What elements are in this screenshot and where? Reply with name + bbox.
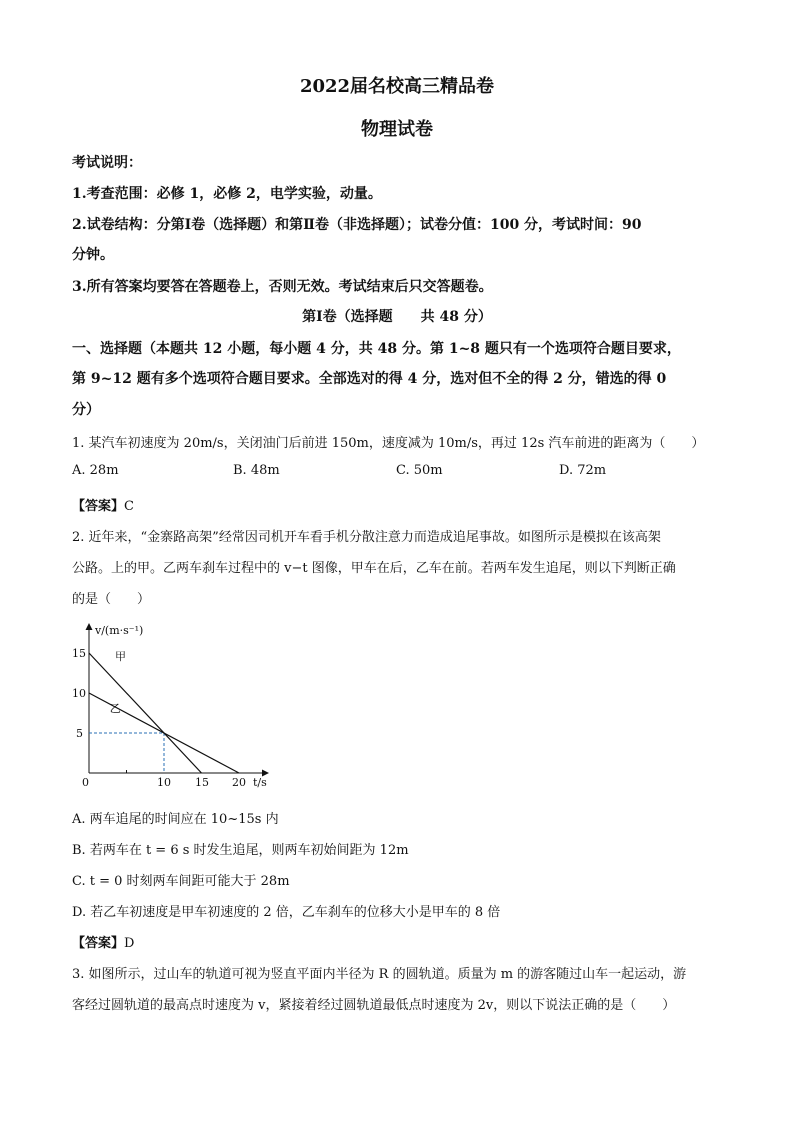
x-tick-label: 0 <box>82 776 89 789</box>
section-desc-line-2: 第 9~12 题有多个选项符合题目要求。全部选对的得 4 分，选对但不全的得 2 分，错选的得 0 <box>72 371 667 387</box>
q3-stem-line-2: 客经过圆轨道的最高点时速度为 v，紧接着经过圆轨道最低点时速度为 2v，则以下说法正确的是（ ） <box>72 998 676 1013</box>
section-desc-line-1: 一、选择题（本题共 12 小题，每小题 4 分，共 48 分。第 1~8 题只有一个选项符合题目要求， <box>72 341 681 357</box>
section-title: 第Ⅰ卷（选择题 共 48 分） <box>302 309 492 325</box>
q1-option-a: A. 28m <box>72 463 119 478</box>
q1-option-d: D. 72m <box>559 463 607 478</box>
series-label: 乙 <box>109 702 121 716</box>
q2-option-a: A. 两车追尾的时间应在 10~15s 内 <box>72 812 279 827</box>
y-tick-label: 10 <box>72 687 86 700</box>
instruction-item-2-line-2: 分钟。 <box>72 247 114 263</box>
y-tick-label: 5 <box>76 727 83 740</box>
answer-value: D <box>124 936 135 951</box>
q2-answer <box>72 932 134 951</box>
instruction-item-2-line-1: 2.试卷结构：分第Ⅰ卷（选择题）和第Ⅱ卷（非选择题）；试卷分值：100 分，考试时间：90 <box>72 217 642 233</box>
q2-option-d: D. 若乙车初速度是甲车初速度的 2 倍，乙车刹车的位移大小是甲车的 8 倍 <box>72 905 501 920</box>
instructions-heading: 考试说明： <box>72 155 142 171</box>
q2-option-b: B. 若两车在 t = 6 s 时发生追尾，则两车初始间距为 12m <box>72 843 409 858</box>
x-axis-label: t/s <box>253 776 267 789</box>
q2-stem-line-1: 2. 近年来，“金寨路高架”经常因司机开车看手机分散注意力而造成追尾事故。如图所示是模拟在该高架 <box>72 530 661 545</box>
x-tick-label: 15 <box>195 776 209 789</box>
q1-option-c: C. 50m <box>396 463 443 478</box>
series-line-jia <box>89 653 202 773</box>
series-label: 甲 <box>115 650 126 664</box>
answer-value: C <box>124 499 134 514</box>
q2-stem-line-3: 的是（ ） <box>72 592 151 607</box>
y-tick-label: 15 <box>72 647 86 660</box>
q1-answer <box>72 495 134 514</box>
q1-option-b: B. 48m <box>233 463 280 478</box>
answer-tag: 【答案】 <box>72 499 125 514</box>
exam-subtitle: 物理试卷 <box>361 119 433 140</box>
exam-title: 2022届名校高三精品卷 <box>299 76 495 97</box>
answer-tag: 【答案】 <box>72 936 125 951</box>
x-tick-label: 10 <box>157 776 171 789</box>
instruction-item-3: 3.所有答案均要答在答题卷上，否则无效。考试结束后只交答题卷。 <box>72 279 493 295</box>
x-tick-label: 20 <box>232 776 246 789</box>
q2-stem-line-2: 公路。上的甲。乙两车刹车过程中的 v−t 图像，甲车在后，乙车在前。若两车发生追尾，则以下判断正确 <box>72 561 676 576</box>
vt-graph <box>70 618 280 793</box>
q2-option-c: C. t = 0 时刻两车间距可能大于 28m <box>72 874 290 889</box>
y-axis-label: v/(m·s⁻¹) <box>95 624 144 637</box>
instruction-item-1: 1.考查范围：必修 1，必修 2，电学实验，动量。 <box>72 186 382 202</box>
q1-stem: 1. 某汽车初速度为 20m/s，关闭油门后前进 150m，速度减为 10m/s，再过 12s 汽车前进的距离为（ ） <box>72 436 705 451</box>
q3-stem-line-1: 3. 如图所示，过山车的轨道可视为竖直平面内半径为 R 的圆轨道。质量为 m 的游客随过山车一起运动，游 <box>72 967 687 982</box>
section-desc-line-3: 分） <box>72 402 100 418</box>
